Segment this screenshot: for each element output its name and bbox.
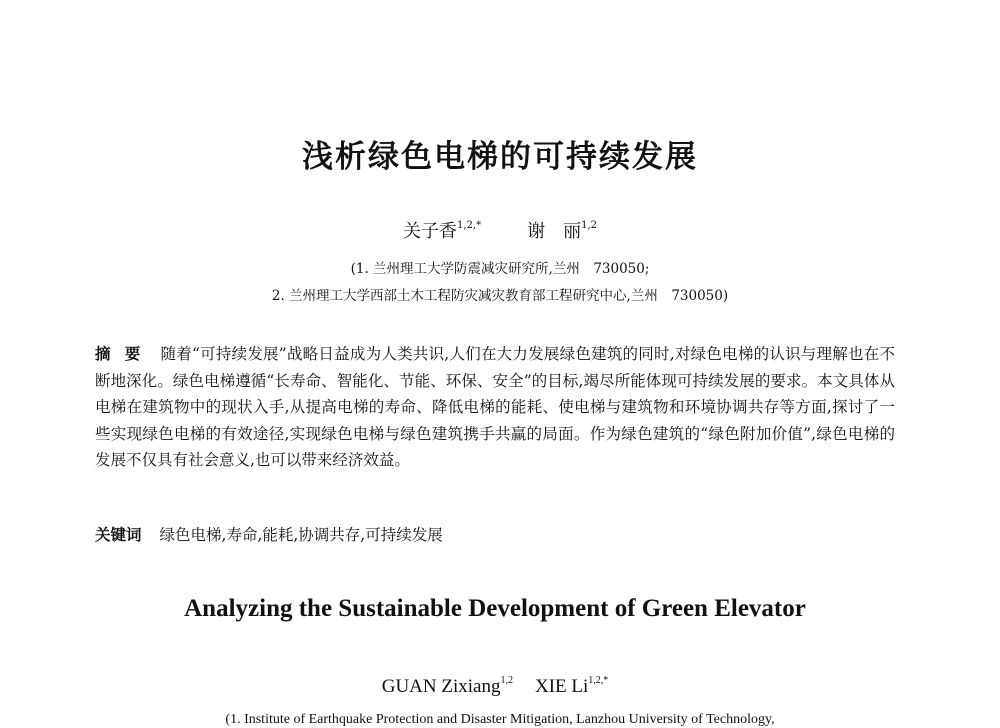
english-title: Analyzing the Sustainable Development of Green Elevator bbox=[184, 595, 806, 622]
chinese-affiliation-2: 2. 兰州理工大学西部土木工程防灾减灾教育部工程研究中心,兰州 730050) bbox=[271, 288, 729, 304]
english-authors bbox=[0, 675, 990, 698]
author-superscript: 1,2,* bbox=[588, 675, 609, 686]
abstract-label: 摘要 bbox=[95, 345, 155, 363]
author-superscript: 1,2 bbox=[581, 220, 597, 231]
abstract-paragraph bbox=[95, 341, 895, 474]
chinese-title: 浅析绿色电梯的可持续发展 bbox=[302, 139, 698, 175]
chinese-affiliation-1: (1. 兰州理工大学防震减灾研究所,兰州 730050; bbox=[350, 261, 650, 277]
chinese-authors bbox=[0, 217, 1000, 243]
abstract-text: 随着“可持续发展”战略日益成为人类共识,人们在大力发展绿色建筑的同时,对绿色电梯的认识与理解也在不断地深化。绿色电梯遵循“长寿命、智能化、节能、环保、安全”的目标,竭尽所能体现可持续发展的要求。本文具体从电梯在建筑物中的现状入手,从提高电梯的寿命、降低电梯的能耗、使电梯与建筑物和环境协调共存等方面,探讨了一些实现绿色电梯的有效途径,实现绿色电梯与绿色建筑携手共赢的局面。作为绿色建筑的“绿色附加价值”,绿色电梯的发展不仅具有社会意义,也可以带来经济效益。 bbox=[95, 345, 895, 470]
keywords-line bbox=[95, 522, 895, 549]
author-superscript: 1,2 bbox=[500, 675, 513, 686]
author-name: XIE Li bbox=[534, 676, 589, 697]
keywords-label: 关键词 bbox=[95, 526, 142, 544]
english-affiliation: (1. Institute of Earthquake Protection and Disaster Mitigation, Lanzhou University of Technology, bbox=[225, 712, 775, 727]
author-name: GUAN Zixiang bbox=[381, 676, 501, 697]
keywords-text: 绿色电梯,寿命,能耗,协调共存,可持续发展 bbox=[159, 526, 443, 544]
author-name: 关子香 bbox=[403, 221, 457, 242]
author-superscript: 1,2,* bbox=[457, 220, 482, 231]
author-name: 谢 丽 bbox=[527, 221, 582, 242]
